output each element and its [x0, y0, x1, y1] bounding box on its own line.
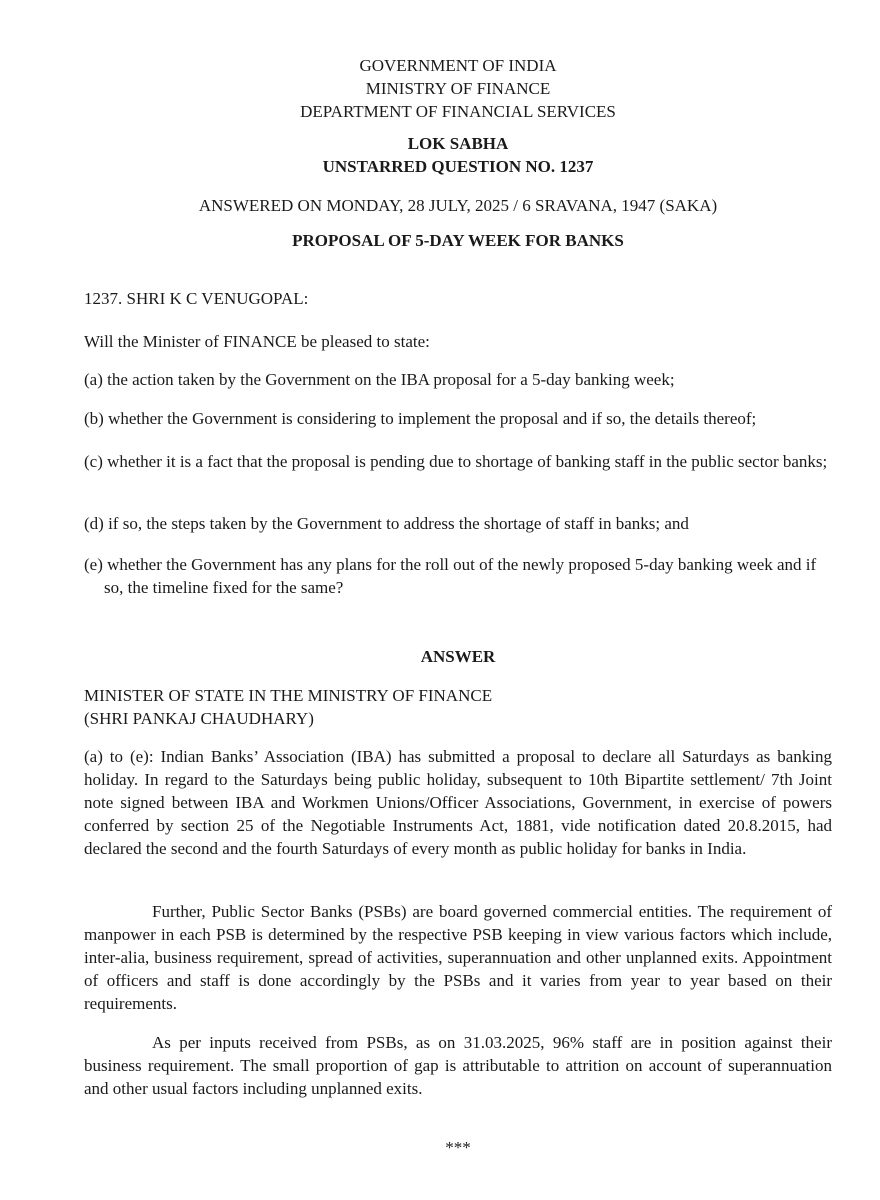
question-asked-by: 1237. SHRI K C VENUGOPAL:: [84, 289, 309, 308]
question-item-c: (c) whether it is a fact that the proposal is pending due to shortage of banking staff in the public sector banks;: [84, 452, 828, 471]
minister-name: (SHRI PANKAJ CHAUDHARY): [84, 709, 314, 728]
header-government: GOVERNMENT OF INDIA: [359, 56, 557, 75]
question-heading: [0, 132, 880, 178]
header-department: DEPARTMENT OF FINANCIAL SERVICES: [300, 102, 616, 121]
question-item-a: (a) the action taken by the Government on the IBA proposal for a 5-day banking week;: [84, 370, 675, 389]
answer-heading: ANSWER: [420, 647, 496, 666]
answer-paragraph-1: (a) to (e): Indian Banks’ Association (IBA) has submitted a proposal to declare all Saturdays as banking holiday. In regard to the Saturdays being public holiday, subsequent to 10th Bipartite settlement/ 7th Joint note signed between IBA and Workmen Unions/Officer Associations, Government, in exercise of powers conferred by section 25 of the Negotiable Instruments Act, 1881, vide notification dated 20.8.2015, had declared the second and the fourth Saturdays of every month as public holiday for banks in India.: [84, 747, 832, 858]
answered-on-date: ANSWERED ON MONDAY, 28 JULY, 2025 / 6 SRAVANA, 1947 (SAKA): [198, 196, 718, 215]
question-intro: Will the Minister of FINANCE be pleased to state:: [84, 332, 430, 351]
minister-title: MINISTER OF STATE IN THE MINISTRY OF FINANCE: [84, 686, 493, 705]
header-ministry: MINISTRY OF FINANCE: [365, 79, 551, 98]
question-item-e: (e) whether the Government has any plans for the roll out of the newly proposed 5-day banking week and if so, the timeline fixed for the same?: [84, 555, 817, 597]
question-item-b: (b) whether the Government is considering to implement the proposal and if so, the details thereof;: [84, 409, 757, 428]
document-header: [0, 54, 880, 123]
answer-paragraph-3: As per inputs received from PSBs, as on 31.03.2025, 96% staff are in position against their business requirement. The small proportion of gap is attributable to attrition on account of superannuation and other usual factors including unplanned exits.: [84, 1033, 832, 1098]
question-subject: PROPOSAL OF 5-DAY WEEK FOR BANKS: [292, 231, 624, 250]
answer-paragraph-2: Further, Public Sector Banks (PSBs) are board governed commercial entities. The requirement of manpower in each PSB is determined by the respective PSB keeping in view various factors which include, inter-alia, business requirement, spread of activities, superannuation and other unplanned exits. Appointment of officers and staff is done accordingly by the PSBs and it varies from year to year based on their requirements.: [84, 902, 832, 1013]
question-item-d: (d) if so, the steps taken by the Government to address the shortage of staff in banks; and: [84, 514, 689, 533]
question-number: UNSTARRED QUESTION NO. 1237: [322, 157, 594, 176]
end-mark: ***: [445, 1138, 471, 1157]
minister-block: [84, 684, 832, 730]
house-name: LOK SABHA: [407, 134, 509, 153]
